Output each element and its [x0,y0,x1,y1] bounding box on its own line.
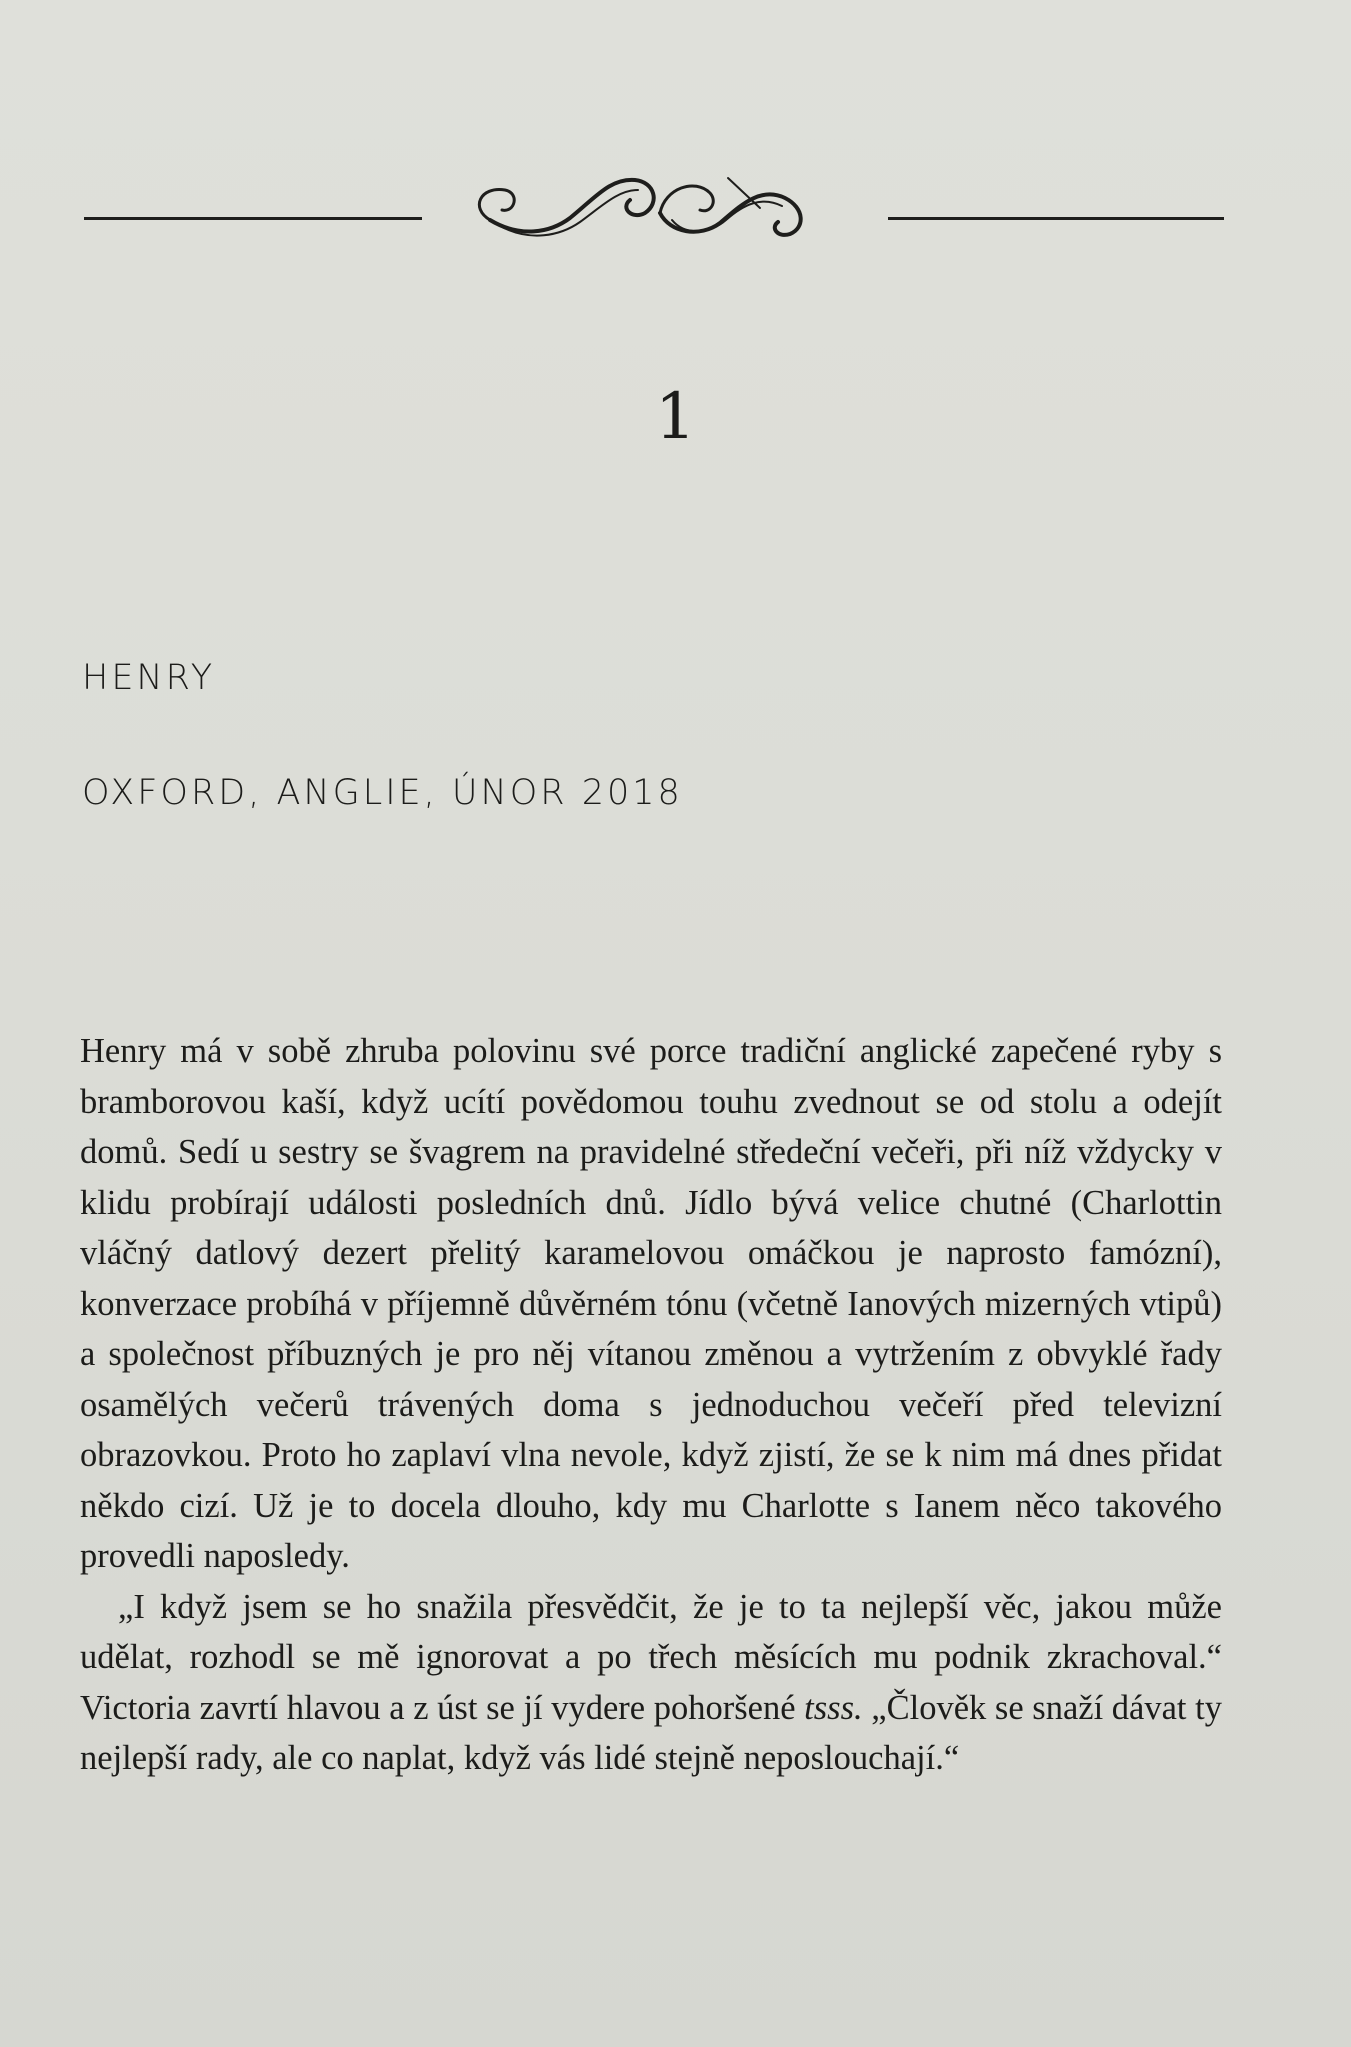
chapter-number: 1 [655,380,696,454]
paragraph-text: „I když jsem se ho snažila přesvědčit, že je to ta nejlepší věc, jakou může udělat, rozhodl se mě ignorovat a po třech měsících mu podnik zkrachoval.“ Victoria zavrtí hlavou a z úst se jí vydere pohoršené [80,1587,1222,1727]
flourish-ornament-icon [460,168,840,258]
chapter-place-date-heading: OXFORD, ANGLIE, ÚNOR 2018 [82,773,683,813]
paragraph: Henry má v sobě zhruba polovinu své porce tradiční anglické zapečené ryby s bramborovou kaší, když ucítí povědomou touhu zvednout se od stolu a odejít domů. Sedí u sestry se švagrem na pravidelné středeční večeři, při níž vždycky v klidu probírají události posledních dnů. Jídlo bývá velice chutné (Charlottin vláčný datlový dezert přelitý karamelovou omáčkou je naprosto famózní), konverzace probíhá v příjemně důvěrném tónu (včetně Ianových mizerných vtipů) a společnost příbuzných je pro něj vítanou změnou a vytržením z obvyklé řady osamělých večerů trávených doma s jednoduchou večeří před televizní obrazovkou. Proto ho zaplaví vlna nevole, když zjistí, že se k nim má dnes přidat někdo cizí. Už je to docela dlouho, kdy mu Charlotte s Ianem něco takového provedli naposledy. [80,1032,1222,1575]
paragraph [80,1582,1222,1784]
chapter-character-heading: HENRY [82,658,216,698]
body-text [80,1026,1222,1784]
right-rule [888,217,1224,220]
paragraph-text: „Člověk se snaží dávat ty nejlepší rady, ale co naplat, když vás lidé stejně neposlouchají.“ [80,1688,1222,1777]
italic-word: tsss. [804,1688,863,1727]
left-rule [84,217,422,220]
